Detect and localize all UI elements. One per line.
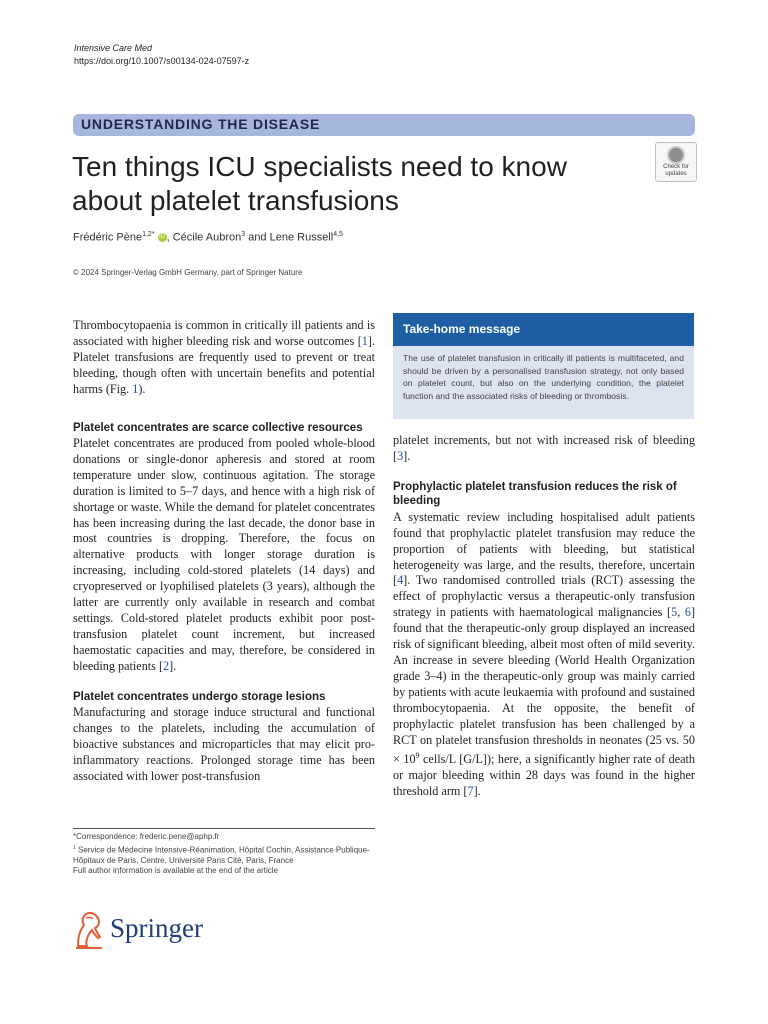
springer-horse-icon (72, 910, 106, 950)
affiliation-number: 1 (73, 844, 76, 851)
author-name[interactable]: , Cécile Aubron (166, 231, 242, 244)
citation-link[interactable]: 6 (684, 605, 691, 620)
text-run: Thrombocytopaenia is common in critically ill patients and is associated with higher bleeding risk and worse outcomes [ (73, 318, 375, 348)
right-column (393, 433, 695, 800)
exponent: 9 (415, 751, 420, 761)
affiliation-line (73, 843, 375, 867)
text-run: ]. (473, 784, 481, 799)
affiliation-text: Service de Médecine Intensive-Réanimation, Hôpital Cochin, Assistance Publique-Hôpitaux de Paris, Centre, Université Paris Cité, Paris, France (73, 845, 370, 865)
article-title: Ten things ICU specialists need to know about platelet transfusions (72, 151, 567, 216)
section-paragraph (73, 436, 375, 675)
take-home-box (393, 313, 694, 419)
citation-link[interactable]: 2 (163, 658, 170, 673)
doi-link[interactable]: https://doi.org/10.1007/s00134-024-07597-z (74, 56, 250, 66)
journal-name: Intensive Care Med (74, 43, 153, 53)
author-affiliation: 4,5 (333, 231, 343, 238)
springer-wordmark: Springer (110, 913, 203, 943)
check-updates-line2: updates (665, 171, 687, 177)
citation-link[interactable]: 7 (467, 784, 474, 799)
citation-link[interactable]: 1 (361, 333, 368, 348)
citation-link[interactable]: 5 (671, 605, 678, 620)
left-column (73, 318, 375, 785)
take-home-body: The use of platelet transfusion in critically ill patients is multifaceted, and should be driven by a personalised transfusion strategy, not only based on platelet count, but also on the underlying condition, the platelet function and the associated risks of bleeding or thrombosis. (403, 353, 684, 401)
take-home-heading: Take-home message (393, 313, 694, 346)
copyright-line: © 2024 Springer-Verlag GmbH Germany, part of Springer Nature (73, 268, 303, 277)
figure-link[interactable]: 1 (132, 381, 139, 396)
section-banner (73, 114, 695, 136)
section-heading: Platelet concentrates undergo storage lesions (73, 690, 326, 703)
check-updates-icon (667, 146, 685, 164)
text-run: ). (138, 381, 146, 396)
text-run: ]. Two randomised controlled trials (RCT) assessing the effect of prophylactic versus a therapeutic-only transfusion strategy in patients with haematological malignancies [ (393, 573, 695, 620)
section-paragraph (393, 510, 695, 800)
orcid-icon[interactable]: iD (159, 234, 165, 241)
footnote-block (73, 828, 375, 877)
author-list (73, 231, 343, 244)
section-paragraph: Manufacturing and storage induce structural and functional changes to the platelets, including the accumulation of bioactive substances and microparticles that may elicit pro-inflammatory reactions. Prolonged storage time has been associated with lower post-transfusion (73, 705, 375, 783)
text-run: Platelet concentrates are produced from pooled whole-blood donations or single-donor apheresis and stored at room temperature under slow, continuous agitation. The storage duration is limited to 5–7 days, and hence with a high risk of shortage or waste. While the demand for platelet concentrates has been increasing during the last decade, the donor base in most countries is dropping. Therefore, the focus on alternative products with longer storage duration is increasing, including cold-stored platelets (14 days) and cryopreserved or lyophilised platelets (3 years), although the latter are currently only available in research and combat settings. Cold-stored platelet products exhibit poor post-transfusion platelet count increment, but increased haemostatic capacities and may, therefore, be considered in bleeding patients [ (73, 436, 375, 673)
intro-paragraph (73, 318, 375, 398)
journal-header (74, 42, 249, 68)
check-updates-line1: Check for (663, 164, 689, 170)
section-heading: Prophylactic platelet transfusion reduces the risk of bleeding (393, 480, 677, 508)
text-run: A systematic review including hospitalised adult patients found that prophylactic platelet transfusion may reduce the proportion of patients with bleeding, but statistical heterogeneity was large, and the results, therefore, uncertain [ (393, 509, 695, 588)
banner-label: UNDERSTANDING THE DISEASE (81, 116, 321, 132)
text-run: cells/L [G/L]); here, a significantly higher rate of death or major bleeding within 28 days was found in the higher threshold arm [ (393, 752, 696, 799)
text-run: ] found that the therapeutic-only group displayed an increased risk of significant bleeding, albeit most often of mild severity. An increase in severe bleeding (World Health Organization grade 3–4) in the therapeutic-only group was mainly carried by patients with acute leukaemia with profound and sustained thrombocytopaenia. At the opposite, the benefit of prophylactic platelet transfusion has been challenged by a RCT on platelet transfusion thresholds in neonates (25 vs. 50 × 10 (393, 605, 695, 767)
text-run: , (677, 605, 685, 620)
continued-paragraph (393, 433, 695, 465)
citation-link[interactable]: 3 (397, 448, 404, 463)
author-affiliation: 3 (241, 231, 246, 238)
author-name[interactable]: Frédéric Pène (73, 231, 143, 244)
author-affiliation: 1,2* (142, 231, 155, 238)
text-run: ]. Platelet transfusions are frequently used to prevent or treat bleeding, though often with uncertain benefits and potential harms (Fig. (73, 333, 375, 396)
citation-link[interactable]: 4 (397, 573, 404, 588)
text-run: platelet increments, but not with increased risk of bleeding [ (393, 433, 695, 463)
springer-logo (72, 910, 203, 950)
text-run: ]. (169, 658, 177, 673)
full-info-line: Full author information is available at the end of the article (73, 866, 279, 876)
correspondence-line: *Correspondence: frederic.pene@aphp.fr (73, 832, 220, 841)
author-name[interactable]: and Lene Russell (245, 231, 334, 244)
check-for-updates-button[interactable] (655, 142, 697, 182)
section-heading: Platelet concentrates are scarce collective resources (73, 421, 363, 434)
text-run: ]. (403, 448, 411, 463)
